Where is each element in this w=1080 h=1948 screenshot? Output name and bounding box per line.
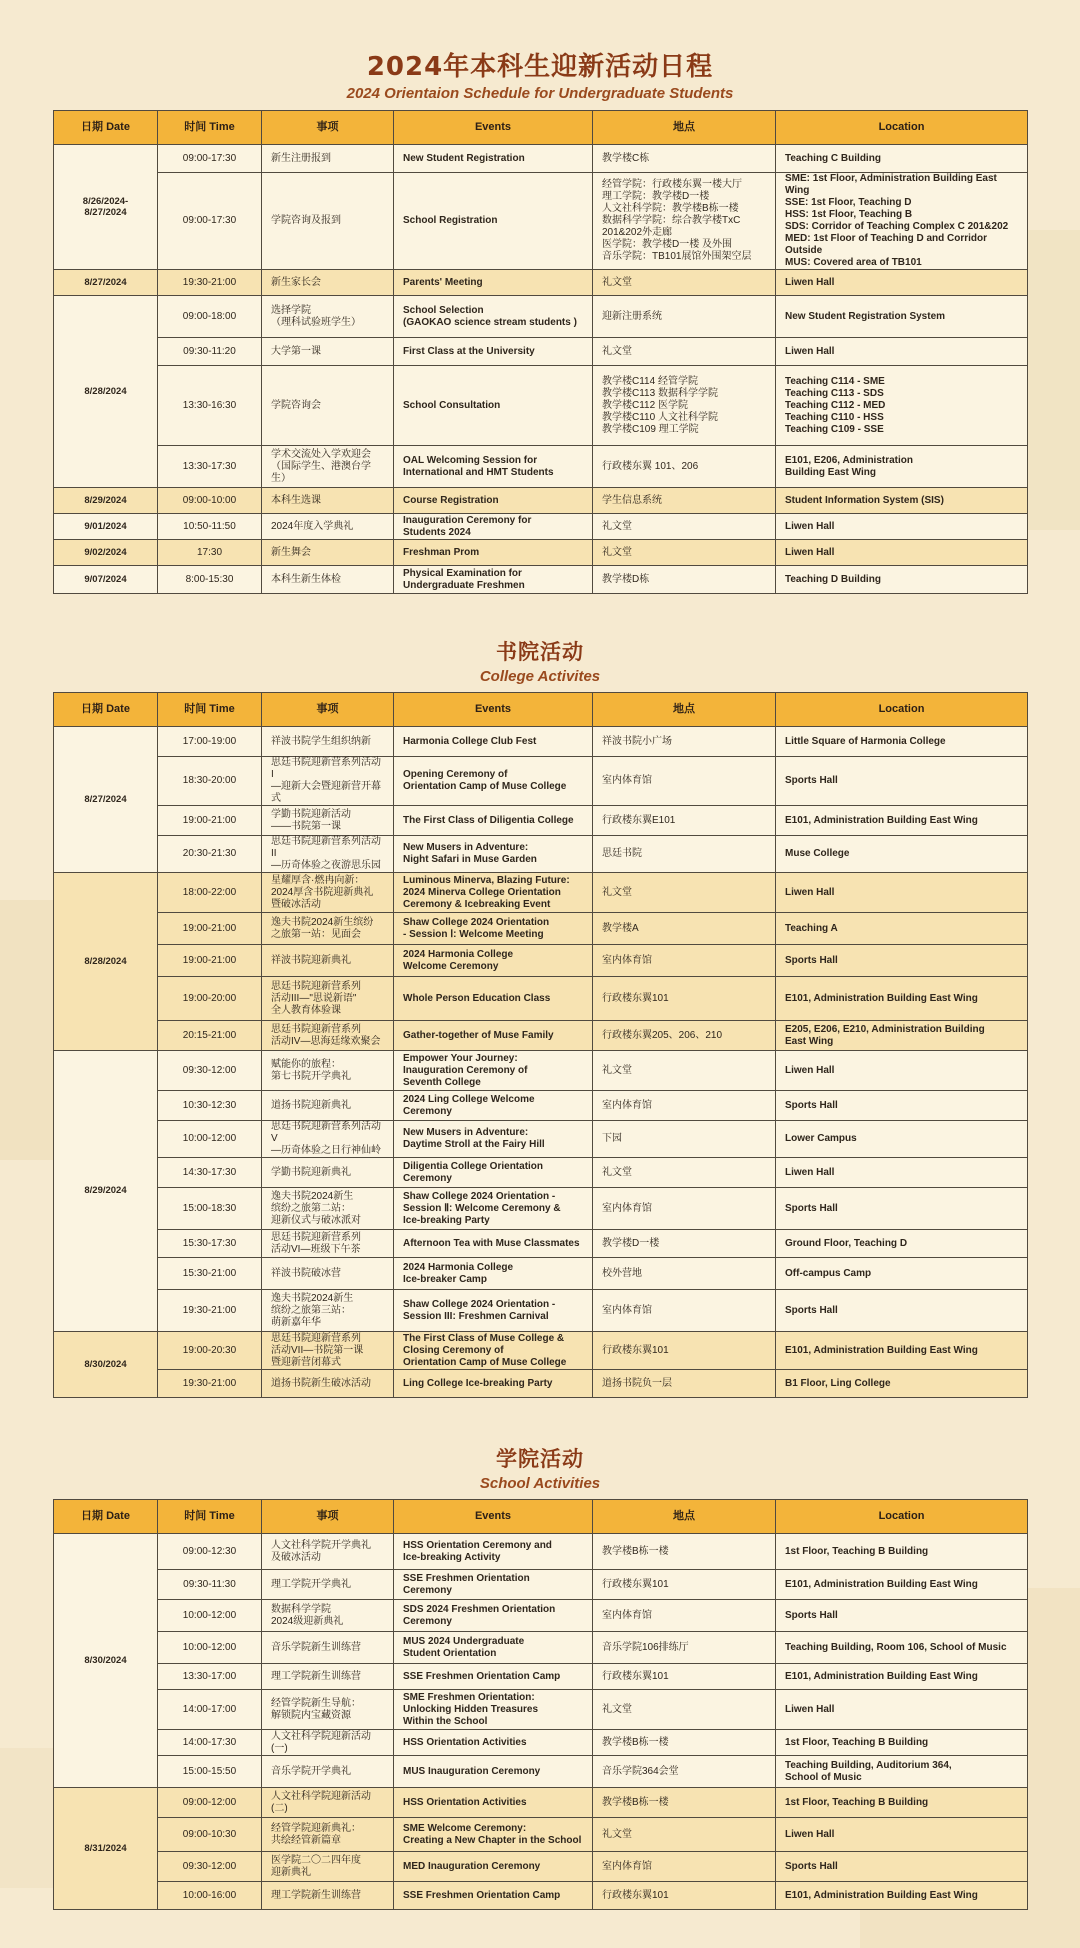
- college-activities-title: [0, 636, 1080, 685]
- event-cell: HSS Orientation Ceremony and Ice-breaking Activity: [394, 1534, 593, 1570]
- time-cell: 13:30-16:30: [158, 366, 262, 446]
- place-zh-cell: 教学楼D栋: [593, 566, 776, 594]
- date-cell: 8/27/2024: [54, 270, 158, 296]
- table-header-row: [54, 693, 1028, 727]
- table-row: [54, 1730, 1028, 1756]
- location-cell: Ground Floor, Teaching D: [776, 1230, 1028, 1258]
- time-cell: 17:00-19:00: [158, 727, 262, 757]
- place-zh-cell: 室内体育馆: [593, 1600, 776, 1632]
- place-zh-cell: 祥波书院小广场: [593, 727, 776, 757]
- col-header-date: 日期 Date: [54, 693, 158, 727]
- event-cell: MUS Inauguration Ceremony: [394, 1756, 593, 1788]
- table-row: [54, 1690, 1028, 1730]
- place-zh-cell: 室内体育馆: [593, 1290, 776, 1332]
- location-cell: Sports Hall: [776, 945, 1028, 977]
- table-row: [54, 1370, 1028, 1398]
- table-row: [54, 757, 1028, 806]
- time-cell: 19:00-20:30: [158, 1332, 262, 1370]
- table-row: [54, 1600, 1028, 1632]
- item-zh-cell: 逸夫书院2024新生缤纷 之旅第一站：见面会: [262, 913, 394, 945]
- place-zh-cell: 行政楼东翼101: [593, 1570, 776, 1600]
- place-zh-cell: 礼文堂: [593, 338, 776, 366]
- event-cell: School Selection (GAOKAO science stream students ): [394, 296, 593, 338]
- time-cell: 13:30-17:00: [158, 1664, 262, 1690]
- time-cell: 09:00-10:30: [158, 1818, 262, 1852]
- time-cell: 19:30-21:00: [158, 1290, 262, 1332]
- date-cell: 8/29/2024: [54, 1051, 158, 1332]
- item-zh-cell: 音乐学院新生训练营: [262, 1632, 394, 1664]
- location-cell: Sports Hall: [776, 1188, 1028, 1230]
- location-cell: Muse College: [776, 836, 1028, 873]
- event-cell: Harmonia College Club Fest: [394, 727, 593, 757]
- location-cell: E101, Administration Building East Wing: [776, 806, 1028, 836]
- place-zh-cell: 礼文堂: [593, 1818, 776, 1852]
- col-header-events: Events: [394, 111, 593, 145]
- event-cell: Luminous Minerva, Blazing Future: 2024 Minerva College Orientation Ceremony & Icebreaking Event: [394, 873, 593, 913]
- col-header-place: 地点: [593, 111, 776, 145]
- item-zh-cell: 赋能你的旅程： 第七书院开学典礼: [262, 1051, 394, 1091]
- place-zh-cell: 行政楼东翼205、206、210: [593, 1021, 776, 1051]
- place-zh-cell: 教学楼B栋一楼: [593, 1788, 776, 1818]
- section-title-zh: 学院活动: [496, 1447, 584, 1471]
- place-zh-cell: 音乐学院364会堂: [593, 1756, 776, 1788]
- place-zh-cell: 室内体育馆: [593, 757, 776, 806]
- place-zh-cell: 礼文堂: [593, 270, 776, 296]
- place-zh-cell: 教学楼C114 经管学院 教学楼C113 数据科学学院 教学楼C112 医学院 教学楼C110 人文社科学院 教学楼C109 理工学院: [593, 366, 776, 446]
- col-header-item: 事项: [262, 111, 394, 145]
- table-row: [54, 338, 1028, 366]
- location-cell: Liwen Hall: [776, 540, 1028, 566]
- item-zh-cell: 思廷书院迎新营系列活动 I —迎新大会暨迎新营开幕式: [262, 757, 394, 806]
- table-row: [54, 1882, 1028, 1910]
- location-cell: Sports Hall: [776, 1600, 1028, 1632]
- time-cell: 10:30-12:30: [158, 1091, 262, 1121]
- event-cell: 2024 Ling College Welcome Ceremony: [394, 1091, 593, 1121]
- date-cell: 8/28/2024: [54, 873, 158, 1051]
- item-zh-cell: 本科生新生体检: [262, 566, 394, 594]
- time-cell: 15:30-17:30: [158, 1230, 262, 1258]
- table-row: [54, 1021, 1028, 1051]
- event-cell: New Student Registration: [394, 145, 593, 173]
- date-cell: 8/30/2024: [54, 1332, 158, 1398]
- event-cell: Shaw College 2024 Orientation - Session Ⅰ: Welcome Meeting: [394, 913, 593, 945]
- time-cell: 09:00-17:30: [158, 145, 262, 173]
- location-cell: Liwen Hall: [776, 1818, 1028, 1852]
- table-row: [54, 977, 1028, 1021]
- time-cell: 10:00-12:00: [158, 1600, 262, 1632]
- time-cell: 09:30-11:20: [158, 338, 262, 366]
- time-cell: 09:00-18:00: [158, 296, 262, 338]
- col-header-item: 事项: [262, 693, 394, 727]
- item-zh-cell: 祥波书院迎新典礼: [262, 945, 394, 977]
- table-row: [54, 1258, 1028, 1290]
- event-cell: School Consultation: [394, 366, 593, 446]
- place-zh-cell: 教学楼D一楼: [593, 1230, 776, 1258]
- item-zh-cell: 思廷书院迎新营系列 活动IV—思海廷缘欢聚会: [262, 1021, 394, 1051]
- table-row: [54, 1290, 1028, 1332]
- place-zh-cell: 礼文堂: [593, 873, 776, 913]
- event-cell: The First Class of Muse College & Closing Ceremony of Orientation Camp of Muse College: [394, 1332, 593, 1370]
- table-row: [54, 873, 1028, 913]
- location-cell: Teaching Building, Auditorium 364, School of Music: [776, 1756, 1028, 1788]
- section-title-en: College Activites: [479, 668, 601, 685]
- col-header-time: 时间 Time: [158, 693, 262, 727]
- item-zh-cell: 选择学院 （理科试验班学生）: [262, 296, 394, 338]
- item-zh-cell: 思廷书院迎新营系列活动 V —历奇体验之日行神仙岭: [262, 1121, 394, 1158]
- place-zh-cell: 下园: [593, 1121, 776, 1158]
- event-cell: SME Freshmen Orientation: Unlocking Hidden Treasures Within the School: [394, 1690, 593, 1730]
- place-zh-cell: 室内体育馆: [593, 1188, 776, 1230]
- table-row: [54, 270, 1028, 296]
- item-zh-cell: 新生注册报到: [262, 145, 394, 173]
- time-cell: 18:30-20:00: [158, 757, 262, 806]
- table-row: [54, 913, 1028, 945]
- location-cell: Liwen Hall: [776, 1051, 1028, 1091]
- location-cell: Sports Hall: [776, 1852, 1028, 1882]
- time-cell: 10:00-16:00: [158, 1882, 262, 1910]
- item-zh-cell: 医学院二〇二四年度 迎新典礼: [262, 1852, 394, 1882]
- place-zh-cell: 迎新注册系统: [593, 296, 776, 338]
- location-cell: Teaching C114 - SME Teaching C113 - SDS Teaching C112 - MED Teaching C110 - HSS Teaching C109 - SSE: [776, 366, 1028, 446]
- item-zh-cell: 思廷书院迎新营系列 活动VII—书院第一课 暨迎新营闭幕式: [262, 1332, 394, 1370]
- place-zh-cell: 室内体育馆: [593, 1091, 776, 1121]
- orientation-schedule-table: [53, 110, 1028, 594]
- table-row: [54, 1188, 1028, 1230]
- place-zh-cell: 行政楼东翼E101: [593, 806, 776, 836]
- item-zh-cell: 学院咨询会: [262, 366, 394, 446]
- table-row: [54, 1632, 1028, 1664]
- table-row: [54, 296, 1028, 338]
- location-cell: Liwen Hall: [776, 514, 1028, 540]
- time-cell: 19:30-21:00: [158, 1370, 262, 1398]
- place-zh-cell: 礼文堂: [593, 1051, 776, 1091]
- place-zh-cell: 行政楼东翼 101、206: [593, 446, 776, 488]
- event-cell: Whole Person Education Class: [394, 977, 593, 1021]
- date-cell: 9/02/2024: [54, 540, 158, 566]
- item-zh-cell: 学院咨询及报到: [262, 173, 394, 270]
- location-cell: Off-campus Camp: [776, 1258, 1028, 1290]
- place-zh-cell: 礼文堂: [593, 540, 776, 566]
- table-row: [54, 1570, 1028, 1600]
- place-zh-cell: 行政楼东翼101: [593, 1332, 776, 1370]
- item-zh-cell: 祥波书院学生组织纳新: [262, 727, 394, 757]
- time-cell: 10:50-11:50: [158, 514, 262, 540]
- place-zh-cell: 礼文堂: [593, 514, 776, 540]
- table-row: [54, 173, 1028, 270]
- event-cell: HSS Orientation Activities: [394, 1730, 593, 1756]
- place-zh-cell: 礼文堂: [593, 1158, 776, 1188]
- time-cell: 13:30-17:30: [158, 446, 262, 488]
- event-cell: Afternoon Tea with Muse Classmates: [394, 1230, 593, 1258]
- place-zh-cell: 行政楼东翼101: [593, 1882, 776, 1910]
- time-cell: 15:30-21:00: [158, 1258, 262, 1290]
- item-zh-cell: 思廷书院迎新营系列 活动III—"思说新语" 全人教育体验课: [262, 977, 394, 1021]
- table-row: [54, 1332, 1028, 1370]
- place-zh-cell: 音乐学院106排练厅: [593, 1632, 776, 1664]
- item-zh-cell: 音乐学院开学典礼: [262, 1756, 394, 1788]
- table-row: [54, 488, 1028, 514]
- table-row: [54, 1158, 1028, 1188]
- time-cell: 20:15-21:00: [158, 1021, 262, 1051]
- table-row: [54, 1230, 1028, 1258]
- place-zh-cell: 教学楼B栋一楼: [593, 1534, 776, 1570]
- location-cell: Little Square of Harmonia College: [776, 727, 1028, 757]
- event-cell: HSS Orientation Activities: [394, 1788, 593, 1818]
- time-cell: 19:00-21:00: [158, 913, 262, 945]
- time-cell: 20:30-21:30: [158, 836, 262, 873]
- time-cell: 15:00-15:50: [158, 1756, 262, 1788]
- col-header-time: 时间 Time: [158, 111, 262, 145]
- location-cell: Liwen Hall: [776, 1690, 1028, 1730]
- location-cell: Sports Hall: [776, 1091, 1028, 1121]
- school-activities-table: [53, 1499, 1028, 1910]
- item-zh-cell: 理工学院新生训练营: [262, 1664, 394, 1690]
- item-zh-cell: 数据科学学院 2024级迎新典礼: [262, 1600, 394, 1632]
- event-cell: SDS 2024 Freshmen Orientation Ceremony: [394, 1600, 593, 1632]
- table-header-row: [54, 111, 1028, 145]
- location-cell: Liwen Hall: [776, 1158, 1028, 1188]
- date-cell: 8/28/2024: [54, 296, 158, 488]
- item-zh-cell: 新生家长会: [262, 270, 394, 296]
- event-cell: Freshman Prom: [394, 540, 593, 566]
- event-cell: 2024 Harmonia College Welcome Ceremony: [394, 945, 593, 977]
- col-header-events: Events: [394, 1500, 593, 1534]
- time-cell: 19:00-20:00: [158, 977, 262, 1021]
- table-row: [54, 1051, 1028, 1091]
- location-cell: 1st Floor, Teaching B Building: [776, 1730, 1028, 1756]
- page-title: [0, 46, 1080, 102]
- time-cell: 14:00-17:00: [158, 1690, 262, 1730]
- event-cell: Parents' Meeting: [394, 270, 593, 296]
- table-row: [54, 1788, 1028, 1818]
- item-zh-cell: 人文社科学院开学典礼 及破冰活动: [262, 1534, 394, 1570]
- place-zh-cell: 教学楼A: [593, 913, 776, 945]
- section-title-en: School Activities: [479, 1475, 601, 1492]
- location-cell: 1st Floor, Teaching B Building: [776, 1534, 1028, 1570]
- time-cell: 14:00-17:30: [158, 1730, 262, 1756]
- table-row: [54, 566, 1028, 594]
- event-cell: Physical Examination for Undergraduate Freshmen: [394, 566, 593, 594]
- location-cell: New Student Registration System: [776, 296, 1028, 338]
- table-row: [54, 446, 1028, 488]
- college-activities-table: [53, 692, 1028, 1398]
- col-header-time: 时间 Time: [158, 1500, 262, 1534]
- page-title-en: 2024 Orientaion Schedule for Undergraduate Students: [346, 85, 734, 102]
- table-row: [54, 540, 1028, 566]
- item-zh-cell: 经管学院新生导航： 解锁院内宝藏资源: [262, 1690, 394, 1730]
- time-cell: 09:00-12:00: [158, 1788, 262, 1818]
- item-zh-cell: 星耀厚含·燃冉向新： 2024厚含书院迎新典礼 暨破冰活动: [262, 873, 394, 913]
- time-cell: 14:30-17:30: [158, 1158, 262, 1188]
- table-row: [54, 1852, 1028, 1882]
- table-row: [54, 945, 1028, 977]
- date-cell: 8/27/2024: [54, 727, 158, 873]
- table-header-row: [54, 1500, 1028, 1534]
- table-row: [54, 836, 1028, 873]
- col-header-location: Location: [776, 693, 1028, 727]
- place-zh-cell: 室内体育馆: [593, 1852, 776, 1882]
- location-cell: B1 Floor, Ling College: [776, 1370, 1028, 1398]
- time-cell: 19:00-21:00: [158, 945, 262, 977]
- location-cell: E101, Administration Building East Wing: [776, 977, 1028, 1021]
- place-zh-cell: 行政楼东翼101: [593, 1664, 776, 1690]
- date-cell: 9/01/2024: [54, 514, 158, 540]
- location-cell: Sports Hall: [776, 757, 1028, 806]
- item-zh-cell: 新生舞会: [262, 540, 394, 566]
- table-row: [54, 1534, 1028, 1570]
- event-cell: Ling College Ice-breaking Party: [394, 1370, 593, 1398]
- item-zh-cell: 思廷书院迎新营系列 活动VI—班级下午茶: [262, 1230, 394, 1258]
- place-zh-cell: 思廷书院: [593, 836, 776, 873]
- item-zh-cell: 逸夫书院2024新生 缤纷之旅第二站： 迎新仪式与破冰派对: [262, 1188, 394, 1230]
- event-cell: OAL Welcoming Session for International and HMT Students: [394, 446, 593, 488]
- date-cell: 9/07/2024: [54, 566, 158, 594]
- event-cell: Diligentia College Orientation Ceremony: [394, 1158, 593, 1188]
- item-zh-cell: 大学第一课: [262, 338, 394, 366]
- event-cell: Gather-together of Muse Family: [394, 1021, 593, 1051]
- table-row: [54, 1756, 1028, 1788]
- event-cell: SSE Freshmen Orientation Ceremony: [394, 1570, 593, 1600]
- date-cell: 8/31/2024: [54, 1788, 158, 1910]
- event-cell: MUS 2024 Undergraduate Student Orientation: [394, 1632, 593, 1664]
- item-zh-cell: 经管学院迎新典礼： 共绘经管新篇章: [262, 1818, 394, 1852]
- time-cell: 10:00-12:00: [158, 1121, 262, 1158]
- location-cell: Teaching A: [776, 913, 1028, 945]
- item-zh-cell: 人文社科学院迎新活动(二): [262, 1788, 394, 1818]
- col-header-date: 日期 Date: [54, 1500, 158, 1534]
- location-cell: Liwen Hall: [776, 338, 1028, 366]
- table-row: [54, 727, 1028, 757]
- item-zh-cell: 学勤书院迎新活动 ——书院第一课: [262, 806, 394, 836]
- item-zh-cell: 本科生选课: [262, 488, 394, 514]
- col-header-place: 地点: [593, 693, 776, 727]
- location-cell: Lower Campus: [776, 1121, 1028, 1158]
- time-cell: 09:00-10:00: [158, 488, 262, 514]
- table-row: [54, 1664, 1028, 1690]
- item-zh-cell: 理工学院新生训练营: [262, 1882, 394, 1910]
- event-cell: New Musers in Adventure: Daytime Stroll at the Fairy Hill: [394, 1121, 593, 1158]
- event-cell: Shaw College 2024 Orientation - Session III: Freshmen Carnival: [394, 1290, 593, 1332]
- item-zh-cell: 道扬书院新生破冰活动: [262, 1370, 394, 1398]
- time-cell: 10:00-12:00: [158, 1632, 262, 1664]
- location-cell: Teaching Building, Room 106, School of Music: [776, 1632, 1028, 1664]
- place-zh-cell: 道扬书院负一层: [593, 1370, 776, 1398]
- section-title-zh: 书院活动: [496, 640, 584, 664]
- col-header-item: 事项: [262, 1500, 394, 1534]
- col-header-place: 地点: [593, 1500, 776, 1534]
- time-cell: 17:30: [158, 540, 262, 566]
- item-zh-cell: 2024年度入学典礼: [262, 514, 394, 540]
- event-cell: SME Welcome Ceremony: Creating a New Chapter in the School: [394, 1818, 593, 1852]
- place-zh-cell: 教学楼B栋一楼: [593, 1730, 776, 1756]
- location-cell: Teaching C Building: [776, 145, 1028, 173]
- place-zh-cell: 行政楼东翼101: [593, 977, 776, 1021]
- col-header-location: Location: [776, 111, 1028, 145]
- table-row: [54, 514, 1028, 540]
- event-cell: New Musers in Adventure: Night Safari in Muse Garden: [394, 836, 593, 873]
- table-row: [54, 366, 1028, 446]
- place-zh-cell: 校外营地: [593, 1258, 776, 1290]
- date-cell: 8/26/2024- 8/27/2024: [54, 145, 158, 270]
- location-cell: Liwen Hall: [776, 873, 1028, 913]
- event-cell: Opening Ceremony of Orientation Camp of Muse College: [394, 757, 593, 806]
- place-zh-cell: 学生信息系统: [593, 488, 776, 514]
- page-title-zh: 2024年本科生迎新活动日程: [366, 52, 714, 82]
- item-zh-cell: 思廷书院迎新营系列活动 II —历奇体验之夜游思乐园: [262, 836, 394, 873]
- location-cell: E101, Administration Building East Wing: [776, 1570, 1028, 1600]
- event-cell: Inauguration Ceremony for Students 2024: [394, 514, 593, 540]
- event-cell: School Registration: [394, 173, 593, 270]
- location-cell: E101, Administration Building East Wing: [776, 1664, 1028, 1690]
- location-cell: Student Information System (SIS): [776, 488, 1028, 514]
- event-cell: 2024 Harmonia College Ice-breaker Camp: [394, 1258, 593, 1290]
- date-cell: 8/29/2024: [54, 488, 158, 514]
- table-row: [54, 1091, 1028, 1121]
- item-zh-cell: 道扬书院迎新典礼: [262, 1091, 394, 1121]
- place-zh-cell: 礼文堂: [593, 1690, 776, 1730]
- item-zh-cell: 学勤书院迎新典礼: [262, 1158, 394, 1188]
- location-cell: E101, E206, Administration Building East Wing: [776, 446, 1028, 488]
- event-cell: Shaw College 2024 Orientation - Session Ⅱ: Welcome Ceremony & Ice-breaking Party: [394, 1188, 593, 1230]
- place-zh-cell: 经管学院：行政楼东翼一楼大厅 理工学院：教学楼D一楼 人文社科学院：教学楼B栋一楼 数据科学学院：综合教学楼TxC 201&202外走廊 医学院：教学楼D一楼 及外围 音乐学院：TB101展馆外围架空层: [593, 173, 776, 270]
- item-zh-cell: 学术交流处入学欢迎会 （国际学生、港澳台学生）: [262, 446, 394, 488]
- table-row: [54, 1818, 1028, 1852]
- event-cell: The First Class of Diligentia College: [394, 806, 593, 836]
- event-cell: First Class at the University: [394, 338, 593, 366]
- place-zh-cell: 教学楼C栋: [593, 145, 776, 173]
- location-cell: E205, E206, E210, Administration Building East Wing: [776, 1021, 1028, 1051]
- time-cell: 18:00-22:00: [158, 873, 262, 913]
- time-cell: 19:00-21:00: [158, 806, 262, 836]
- col-header-events: Events: [394, 693, 593, 727]
- time-cell: 09:30-11:30: [158, 1570, 262, 1600]
- time-cell: 19:30-21:00: [158, 270, 262, 296]
- event-cell: SSE Freshmen Orientation Camp: [394, 1882, 593, 1910]
- event-cell: SSE Freshmen Orientation Camp: [394, 1664, 593, 1690]
- time-cell: 8:00-15:30: [158, 566, 262, 594]
- table-row: [54, 806, 1028, 836]
- time-cell: 09:00-12:30: [158, 1534, 262, 1570]
- school-activities-title: [0, 1443, 1080, 1492]
- location-cell: Liwen Hall: [776, 270, 1028, 296]
- location-cell: Sports Hall: [776, 1290, 1028, 1332]
- event-cell: Course Registration: [394, 488, 593, 514]
- location-cell: SME: 1st Floor, Administration Building East Wing SSE: 1st Floor, Teaching D HSS: 1st Floor, Teaching B SDS: Corridor of Teaching Complex C 201&202 MED: 1st Floor of Teaching D and Corridor Outside MUS: Covered area of TB101: [776, 173, 1028, 270]
- time-cell: 15:00-18:30: [158, 1188, 262, 1230]
- col-header-location: Location: [776, 1500, 1028, 1534]
- place-zh-cell: 室内体育馆: [593, 945, 776, 977]
- item-zh-cell: 逸夫书院2024新生 缤纷之旅第三站： 萌新嘉年华: [262, 1290, 394, 1332]
- time-cell: 09:30-12:00: [158, 1852, 262, 1882]
- location-cell: E101, Administration Building East Wing: [776, 1332, 1028, 1370]
- item-zh-cell: 人文社科学院迎新活动(一): [262, 1730, 394, 1756]
- table-row: [54, 145, 1028, 173]
- col-header-date: 日期 Date: [54, 111, 158, 145]
- table-row: [54, 1121, 1028, 1158]
- location-cell: E101, Administration Building East Wing: [776, 1882, 1028, 1910]
- location-cell: Teaching D Building: [776, 566, 1028, 594]
- time-cell: 09:30-12:00: [158, 1051, 262, 1091]
- location-cell: 1st Floor, Teaching B Building: [776, 1788, 1028, 1818]
- event-cell: Empower Your Journey: Inauguration Ceremony of Seventh College: [394, 1051, 593, 1091]
- event-cell: MED Inauguration Ceremony: [394, 1852, 593, 1882]
- item-zh-cell: 祥波书院破冰营: [262, 1258, 394, 1290]
- date-cell: 8/30/2024: [54, 1534, 158, 1788]
- time-cell: 09:00-17:30: [158, 173, 262, 270]
- item-zh-cell: 理工学院开学典礼: [262, 1570, 394, 1600]
